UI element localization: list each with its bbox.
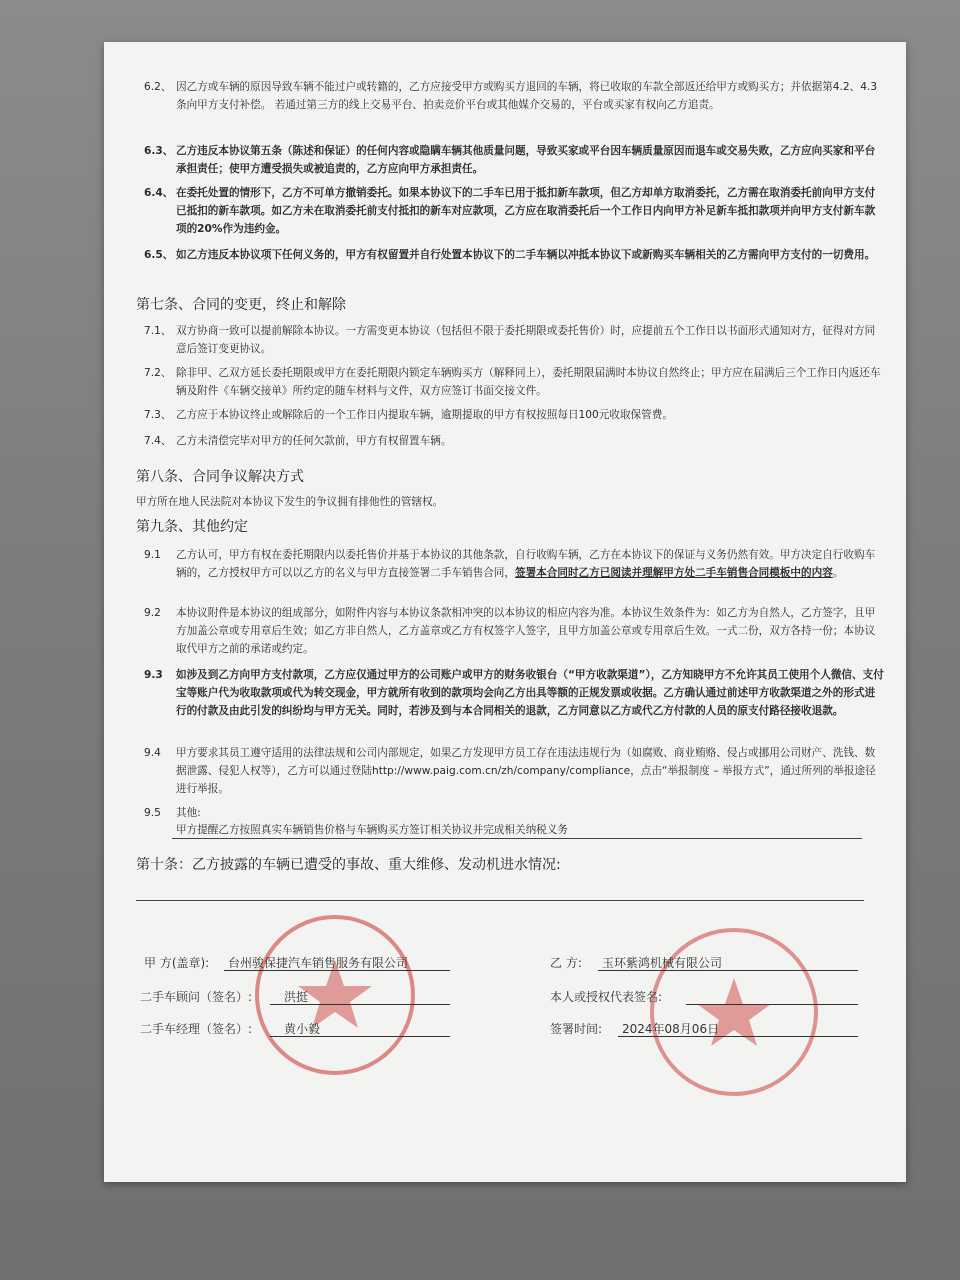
clause-number: 7.2、 [144, 367, 172, 379]
article-7-heading: 第七条、合同的变更，终止和解除 [136, 297, 346, 313]
manager-label: 二手车经理（签名）: [140, 1022, 253, 1036]
article-10-fill-line [136, 900, 864, 901]
date-value: 2024年08月06日 [622, 1022, 720, 1036]
clause-9-5 [144, 804, 884, 822]
contract-page [104, 42, 906, 1182]
clause-text: 甲方要求其员工遵守适用的法律法规和公司内部规定，如果乙方发现甲方员工存在违法违规行为（如腐败、商业贿赂、侵占或挪用公司财产、洗钱、数据泄露、侵犯人权等），乙方可以通过登陆http://www.paig.com.cn/zh/company/compliance，点击“举报制度 – 举报方式”，通过所列的举报途径进行举报。 [176, 747, 876, 795]
article-9-heading: 第九条、其他约定 [136, 519, 248, 535]
article-8-heading: 第八条、合同争议解决方式 [136, 469, 304, 485]
clause-number: 7.1、 [144, 325, 172, 337]
clause-text: 双方协商一致可以提前解除本协议。一方需变更本协议（包括但不限于委托期限或委托售价）时，应提前五个工作日以书面形式通知对方，征得对方同意后签订变更协议。 [176, 325, 876, 355]
clause-text: 乙方违反本协议第五条（陈述和保证）的任何内容或隐瞒车辆其他质量问题，导致买家或平台因车辆质量原因而退车或交易失败，乙方应向买家和平台承担责任；使甲方遭受损失或被追责的，乙方应向甲方承担责任。 [176, 145, 876, 175]
manager-value: 黄小毅 [284, 1022, 321, 1036]
clause-6-5 [144, 246, 884, 264]
clause-9-5-underline [172, 838, 862, 839]
clause-number: 6.5、 [144, 249, 174, 261]
clause-7-1 [144, 322, 884, 358]
clause-9-5-text: 甲方提醒乙方按照真实车辆销售价格与车辆购买方签订相关协议并完成相关纳税义务 [176, 824, 568, 836]
clause-number: 6.4、 [144, 187, 174, 199]
party-b-label: 乙 方: [550, 956, 582, 970]
party-a-stamp [250, 910, 420, 1080]
clause-number: 6.2、 [144, 81, 172, 93]
party-b-line [598, 970, 858, 971]
clause-number: 7.3、 [144, 409, 172, 421]
clause-7-3 [144, 406, 884, 424]
party-a-label: 甲 方(盖章): [144, 956, 210, 970]
date-label: 签署时间: [550, 1022, 603, 1036]
clause-number: 9.3 [144, 669, 163, 681]
clause-9-2 [144, 604, 884, 658]
article-8-text: 甲方所在地人民法院对本协议下发生的争议拥有排他性的管辖权。 [136, 496, 444, 508]
clause-text: 乙方应于本协议终止或解除后的一个工作日内提取车辆，逾期提取的甲方有权按照每日100元收取保管费。 [176, 409, 673, 421]
clause-text: 如乙方违反本协议项下任何义务的，甲方有权留置并自行处置本协议下的二手车辆以冲抵本协议下或新购买车辆相关的乙方需向甲方支付的一切费用。 [176, 249, 876, 261]
clause-number: 9.2 [144, 607, 161, 619]
advisor-line [270, 1004, 450, 1005]
clause-9-1-text: 乙方认可，甲方有权在委托期限内以委托售价并基于本协议的其他条款，自行收购车辆，乙方在本协议下的保证与义务仍然有效。甲方决定自行收购车辆的，乙方授权甲方可以以乙方的名义与甲方直接签署二手车销售合同， [176, 549, 876, 579]
clause-text: 如涉及到乙方向甲方支付款项，乙方应仅通过甲方的公司账户或甲方的财务收银台（“甲方收款渠道”），乙方知晓甲方不允许其员工使用个人微信、支付宝等账户代为收取款项或代为转交现金，甲方就所有收到的款项均会向乙方出具等额的正规发票或收据。乙方确认通过前述甲方收款渠道之外的形式进行的付款及由此引发的纠纷均与甲方无关。同时，若涉及到与本合同相关的退款，乙方同意以乙方或代乙方付款的人员的原支付路径接收退款。 [176, 669, 884, 717]
clause-text: 本协议附件是本协议的组成部分，如附件内容与本协议条款相冲突的以本协议的相应内容为准。本协议生效条件为：如乙方为自然人，乙方签字，且甲方加盖公章或专用章后生效；如乙方非自然人，乙方盖章或乙方有权签字人签字，且甲方加盖公章或专用章后生效。一式二份，双方各持一份；本协议取代甲方之前的承诺或约定。 [176, 607, 876, 655]
party-b-stamp [644, 922, 824, 1102]
party-a-line [224, 970, 450, 971]
advisor-label: 二手车顾问（签名）: [140, 990, 253, 1004]
party-a-value: 台州骏保捷汽车销售服务有限公司 [228, 956, 409, 970]
rep-line [686, 1004, 858, 1005]
clause-number: 9.1 [144, 549, 161, 561]
manager-line [270, 1036, 450, 1037]
clause-text: 乙方未清偿完毕对甲方的任何欠款前，甲方有权留置车辆。 [176, 435, 452, 447]
clause-9-1 [144, 546, 884, 582]
clause-9-4 [144, 744, 884, 798]
clause-text: 在委托处置的情形下，乙方不可单方撤销委托。如果本协议下的二手车已用于抵扣新车款项，但乙方却单方取消委托，乙方需在取消委托前向甲方支付已抵扣的新车款项。如乙方未在取消委托前支付抵扣的新车对应款项，乙方应在取消委托后一个工作日内向甲方补足新车抵扣款项并向甲方支付新车款项的20%作为违约金。 [176, 187, 876, 235]
clause-text: 除非甲、乙双方延长委托期限或甲方在委托期限内锁定车辆购买方（解释同上），委托期限届满时本协议自然终止；甲方应在届满后三个工作日内返还车辆及附件《车辆交接单》所约定的随车材料与文件，双方应签订书面交接文件。 [176, 367, 881, 397]
clause-9-1-emphasis: 签署本合同时乙方已阅读并理解甲方处二手车销售合同模板中的内容 [515, 567, 833, 579]
date-line [618, 1036, 858, 1037]
party-b-value: 玉环紫鸿机械有限公司 [602, 956, 723, 970]
clause-number: 7.4、 [144, 435, 172, 447]
clause-9-1-end: 。 [832, 567, 844, 579]
advisor-value: 洪挺 [284, 990, 309, 1004]
clause-6-3 [144, 142, 884, 178]
clause-number: 6.3、 [144, 145, 174, 157]
clause-6-2 [144, 78, 884, 114]
clause-7-2 [144, 364, 884, 400]
article-10-heading: 第十条：乙方披露的车辆已遭受的事故、重大维修、发动机进水情况: [136, 857, 561, 873]
clause-7-4 [144, 432, 884, 450]
clause-text [176, 546, 884, 582]
clause-number: 9.4 [144, 747, 161, 759]
clause-number: 9.5 [144, 807, 161, 819]
rep-label: 本人或授权代表签名: [550, 990, 663, 1004]
clause-9-3 [144, 666, 884, 720]
clause-label: 其他: [176, 807, 201, 819]
clause-6-4 [144, 184, 884, 238]
clause-text: 因乙方或车辆的原因导致车辆不能过户或转籍的，乙方应接受甲方或购买方退回的车辆，将已收取的车款全部返还给甲方或购买方；并依据第4.2、4.3条向甲方支付补偿。 若通过第三方的线上交易平台、拍卖竞价平台或其他媒介交易的，平台或买家有权向乙方追责。 [176, 81, 878, 111]
